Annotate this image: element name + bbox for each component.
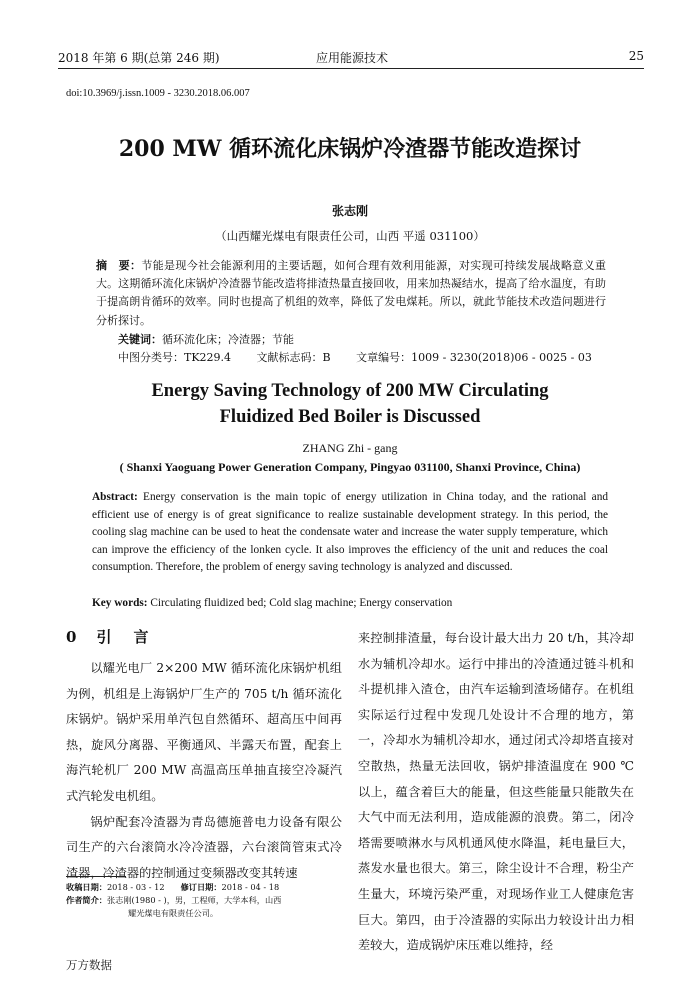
keywords-chinese-text: 循环流化床；冷渣器；节能	[162, 333, 294, 346]
received-date: 2018 - 03 - 12	[106, 882, 165, 892]
body-column-right	[358, 626, 634, 959]
title-english-line-2: Fluidized Bed Boiler is Discussed	[219, 407, 481, 427]
section-heading	[66, 626, 342, 654]
footnote-bio	[66, 894, 346, 907]
abstract-english-text: Energy conservation is the main topic of energy utilization in China today, and the rational and efficient use of energy is of great significance to realize sustainable development strategy. In this period, the cooling slag machine can be used to heat the condensate water and increase the water supply temperature, which can improve the efficiency of the lonken cycle. It also improves the efficiency of the unit and reduces the coal consumption. Therefore, the problem of energy saving technology is analyzed and discussed.	[92, 491, 608, 574]
footnote-rule	[66, 876, 126, 877]
paragraph: 来控制排渣量，每台设计最大出力 20 t/h，其冷却水为辅机冷却水。运行中排出的冷渣通过链斗机和斗提机排入渣仓，由汽车运输到渣场储存。在机组实际运行过程中发现几处设计不合理的地方，第一，冷却水为辅机冷却水，通过闭式冷却塔直接对空散热，热量无法回收，锅炉排渣温度在 900 ℃以上，蕴含着巨大的能量，但这些能量只能散失在大气中而无法利用，造成能源的浪费。第二，闭冷塔需要喷淋水与风机通风使水降温，耗电量巨大，蒸发水量也很大。第三，除尘设计不合理，粉尘产生量大，环境污染严重，对现场作业工人健康危害巨大。第四，由于冷渣器的实际出力较设计出力相差较大，造成锅炉床压难以维持，经	[358, 631, 634, 953]
section-title-char-2: 言	[133, 628, 151, 646]
bio-line-1: 张志刚(1980 - )，男，工程师，大学本科，山西	[106, 895, 282, 905]
running-header	[58, 46, 644, 69]
issue-info: 2018 年第 6 期(总第 246 期)	[58, 51, 220, 65]
body-column-left	[66, 626, 342, 886]
doi: doi:10.3969/j.issn.1009 - 3230.2018.06.007	[66, 88, 250, 99]
affiliation-chinese: （山西耀光煤电有限责任公司，山西 平遥 031100）	[215, 229, 485, 243]
keywords-english-text: Circulating fluidized bed; Cold slag machine; Energy conservation	[147, 597, 453, 609]
title-english-line-1: Energy Saving Technology of 200 MW Circulating	[151, 381, 549, 401]
paragraph: 锅炉配套冷渣器为青岛德施普电力设备有限公司生产的六台滚筒水冷冷渣器，六台滚筒管束式冷渣器，冷渣器的控制通过变频器改变其转速	[66, 814, 342, 880]
classification-line	[118, 349, 618, 365]
abstract-chinese-text: 节能是现今社会能源利用的主要话题，如何合理有效利用能源，对实现可持续发展战略意义重大。这期循环流化床锅炉冷渣器节能改造将排渣热量直接回收，用来加热凝结水，提高了给水温度，有助于提高朗肯循环的效率。同时也提高了机组的效率，降低了发电煤耗。所以，就此节能技术改造问题进行分析探讨。	[96, 259, 607, 327]
section-number: 0	[66, 628, 79, 646]
revised-label: 修订日期：	[180, 882, 222, 892]
article-number: 文章编号：1009 - 3230(2018)06 - 0025 - 03	[356, 351, 592, 364]
journal-name: 应用能源技术	[316, 51, 389, 65]
paragraph: 以耀光电厂 2×200 MW 循环流化床锅炉机组为例，机组是上海锅炉厂生产的 705 t/h 循环流化床锅炉。锅炉采用单汽包自然循环、超高压中间再热，旋风分离器、平衡通风、半露天布置，配套上海汽轮机厂 200 MW 高温高压单抽直接空冷凝汽式汽轮发电机组。	[66, 661, 342, 803]
keywords-chinese-label: 关键词：	[118, 333, 162, 346]
section-title-char-1: 引	[96, 628, 114, 646]
title-chinese: 200 MW 循环流化床锅炉冷渣器节能改造探讨	[118, 136, 582, 162]
page-number: 25	[628, 49, 644, 63]
abstract-english	[92, 489, 608, 577]
author-chinese: 张志刚	[331, 204, 368, 218]
keywords-english-label: Key words:	[92, 597, 148, 609]
document-code: 文献标志码：B	[256, 351, 331, 364]
abstract-chinese	[96, 257, 606, 330]
footnote	[66, 881, 346, 920]
author-english: ZHANG Zhi - gang	[302, 441, 398, 455]
title-english	[0, 378, 700, 430]
clc-number: 中图分类号：TK229.4	[118, 351, 232, 364]
received-label: 收稿日期：	[66, 882, 107, 892]
footer-watermark: 万方数据	[66, 958, 112, 972]
bio-line-2: 耀光煤电有限责任公司。	[128, 908, 219, 918]
abstract-english-label: Abstract:	[92, 491, 138, 503]
affiliation-english: ( Shanxi Yaoguang Power Generation Company, Pingyao 031100, Shanxi Province, China)	[119, 460, 581, 474]
abstract-chinese-label: 摘 要：	[96, 259, 142, 272]
footnote-dates	[66, 881, 346, 894]
keywords-english	[92, 597, 452, 609]
keywords-chinese	[118, 331, 294, 347]
bio-label: 作者简介：	[66, 895, 107, 905]
revised-date: 2018 - 04 - 18	[221, 882, 280, 892]
